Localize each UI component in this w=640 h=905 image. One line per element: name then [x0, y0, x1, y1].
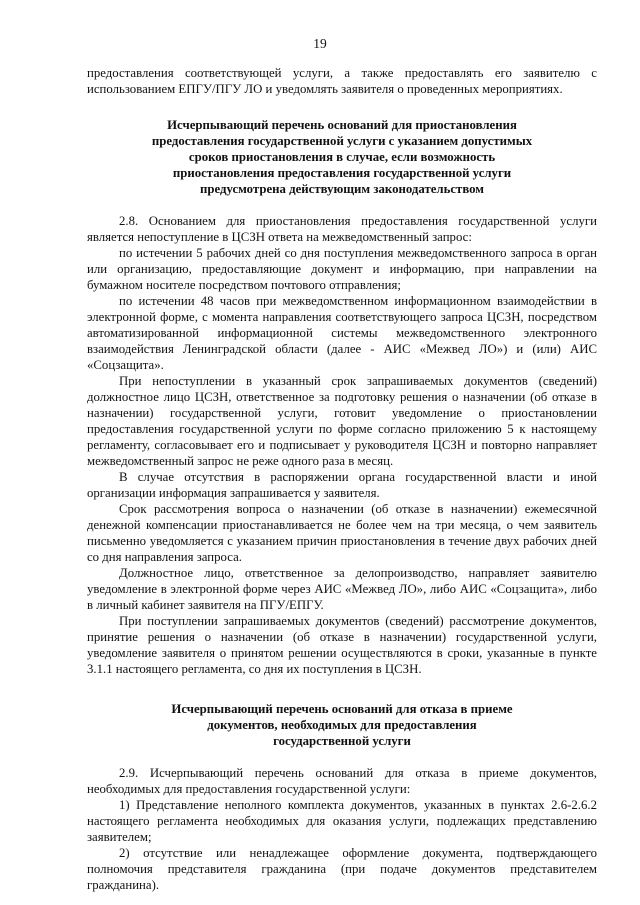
heading-line: Исчерпывающий перечень оснований для отказа в приеме	[171, 702, 513, 716]
paragraph: При поступлении запрашиваемых документов (сведений) рассмотрение документов, принятие решения о назначении (об отказе в назначении) государственной услуги, уведомление заявителя о принятом решении осуществляются в сроки, указанные в пункте 3.1.1 настоящего регламента, со дня их поступления в ЦСЗН.	[87, 614, 597, 676]
heading-refusal-grounds	[87, 701, 597, 749]
heading-line: государственной услуги	[273, 734, 411, 748]
heading-line: Исчерпывающий перечень оснований для приостановления	[167, 118, 517, 132]
heading-line: предусмотрена действующим законодательством	[199, 182, 485, 196]
paragraph: 2.8. Основанием для приостановления предоставления государственной услуги является непоступление в ЦСЗН ответа на межведомственный запрос:	[87, 214, 597, 244]
section-2-9	[87, 765, 597, 893]
paragraph: по истечении 5 рабочих дней со дня поступления межведомственного запроса в орган или организацию, предоставляющие документ и информацию, при направлении на бумажном носителе посредством почтового отправления;	[87, 246, 597, 292]
heading-line: сроков приостановления в случае, если возможность	[188, 150, 496, 164]
list-item: 2) отсутствие или ненадлежащее оформление документа, подтверждающего полномочия представителя гражданина (при подаче документов представителем гражданина).	[87, 846, 597, 892]
heading-suspension-grounds	[87, 117, 597, 197]
heading-line: предоставления государственной услуги с указанием допустимых	[151, 134, 533, 148]
heading-line: документов, необходимых для предоставления	[207, 718, 477, 732]
section-2-8	[87, 213, 597, 677]
page-number: 19	[313, 36, 327, 51]
paragraph: 2.9. Исчерпывающий перечень оснований для отказа в приеме документов, необходимых для предоставления государственной услуги:	[87, 766, 597, 796]
list-item: 1) Представление неполного комплекта документов, указанных в пунктах 2.6-2.6.2 настоящего регламента необходимых для оказания услуги, подлежащих представлению заявителем;	[87, 798, 597, 844]
paragraph: Срок рассмотрения вопроса о назначении (об отказе в назначении) ежемесячной денежной компенсации приостанавливается не более чем на три месяца, о чем заявитель письменно уведомляется с указанием причин приостановления в течение двух рабочих дней со дня направления запроса.	[87, 502, 597, 564]
paragraph: Должностное лицо, ответственное за делопроизводство, направляет заявителю уведомление в электронной форме через АИС «Межвед ЛО», либо АИС «Соцзащита», либо в личный кабинет заявителя на ПГУ/ЕПГУ.	[87, 566, 597, 612]
paragraph: При непоступлении в указанный срок запрашиваемых документов (сведений) должностное лицо ЦСЗН, ответственное за подготовку решения о назначении (об отказе в назначении) государственной услуги, готовит уведомление о приостановлении предоставления государственной услуги по форме согласно приложению 5 к настоящему регламенту, согласовывает его и подписывает у руководителя ЦСЗН и повторно направляет межведомственный запрос не реже одного раза в месяц.	[87, 374, 597, 468]
intro-paragraph: предоставления соответствующей услуги, а также предоставлять его заявителю с использованием ЕПГУ/ПГУ ЛО и уведомлять заявителя о проведенных мероприятиях.	[87, 66, 597, 96]
heading-line: приостановления предоставления государственной услуги	[172, 166, 512, 180]
paragraph: по истечении 48 часов при межведомственном информационном взаимодействии в электронной форме, с момента направления соответствующего запроса ЦСЗН, посредством автоматизированной информационной системы межведомственного электронного взаимодействия Ленинградской области (далее - АИС «Межвед ЛО») и (или) АИС «Соцзащита».	[87, 294, 597, 372]
paragraph: В случае отсутствия в распоряжении органа государственной власти и иной организации информация запрашивается у заявителя.	[87, 470, 597, 500]
document-body	[87, 65, 597, 893]
